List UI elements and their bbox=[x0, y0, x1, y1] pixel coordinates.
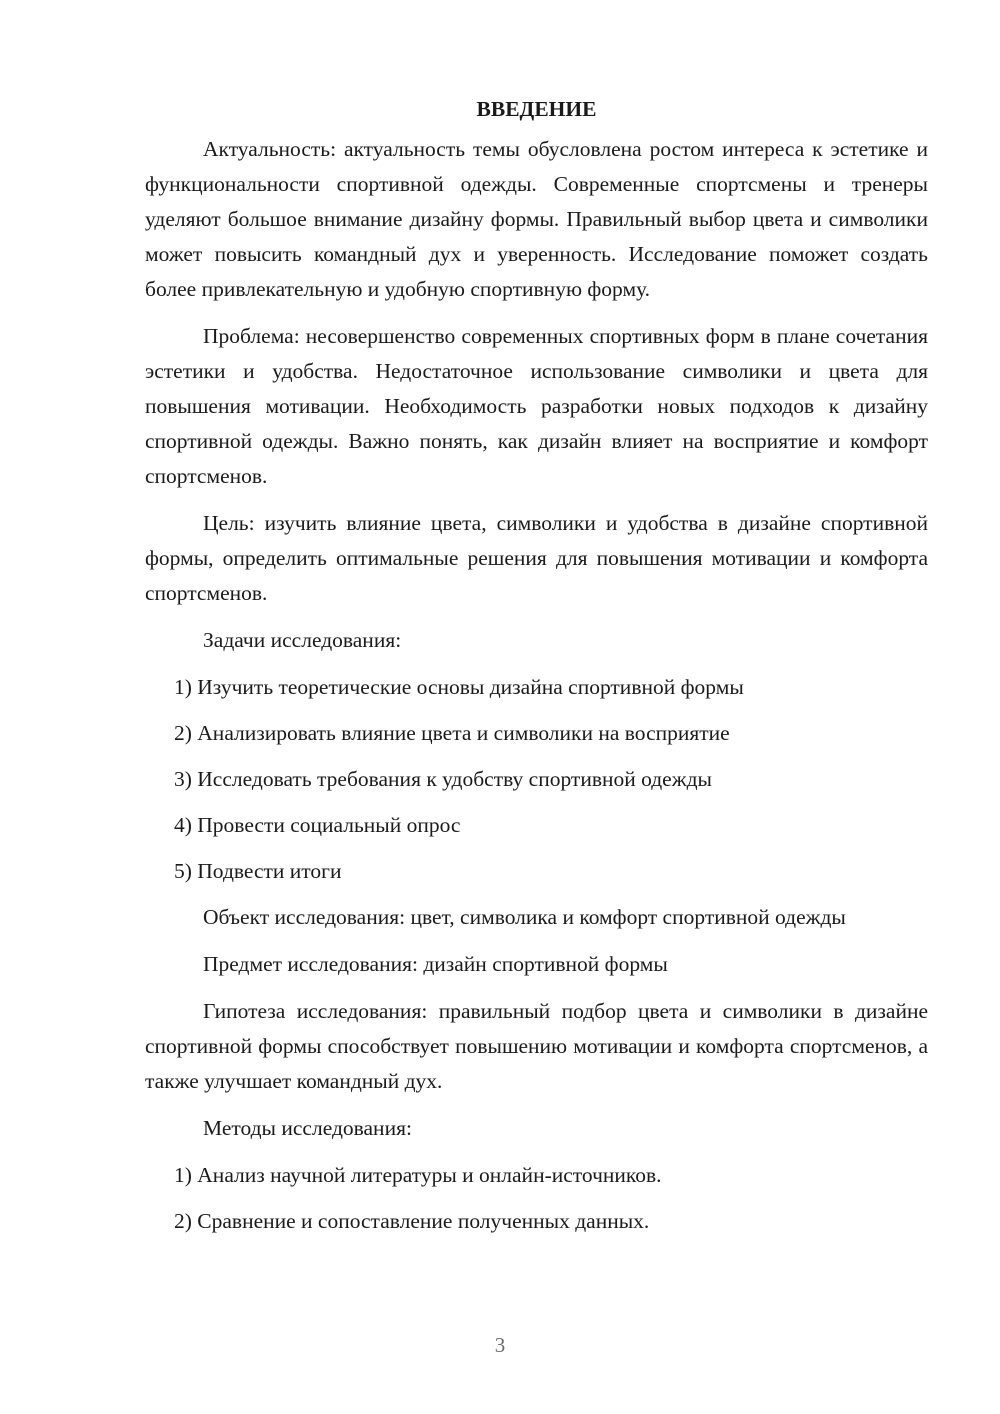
goal-paragraph: Цель: изучить влияние цвета, символики и удобства в дизайне спортивной формы, определить оптимальные решения для повышения мотивации и комфорта спортсменов. bbox=[145, 511, 928, 605]
object-paragraph: Объект исследования: цвет, символика и комфорт спортивной одежды bbox=[203, 905, 846, 929]
relevance-paragraph: Актуальность: актуальность темы обусловлена ростом интереса к эстетике и функциональности спортивной одежды. Современные спортсмены и тренеры уделяют большое внимание дизайну формы. Правильный выбор цвета и символики может повысить командный дух и уверенность. Исследование поможет создать более привлекательную и удобную спортивную форму. bbox=[145, 137, 928, 301]
tasks-title: Задачи исследования: bbox=[203, 628, 402, 652]
subject-paragraph: Предмет исследования: дизайн спортивной формы bbox=[203, 952, 668, 976]
list-item: 2) Сравнение и сопоставление полученных данных. bbox=[174, 1209, 650, 1233]
problem-paragraph: Проблема: несовершенство современных спортивных форм в плане сочетания эстетики и удобства. Недостаточное использование символики и цвета для повышения мотивации. Необходимость разработки новых подходов к дизайну спортивной одежды. Важно понять, как дизайн влияет на восприятие и комфорт спортсменов. bbox=[145, 324, 928, 488]
section-heading: ВВЕДЕНИЕ bbox=[476, 97, 597, 121]
list-item: 1) Изучить теоретические основы дизайна спортивной формы bbox=[174, 675, 744, 699]
list-item: 4) Провести социальный опрос bbox=[174, 813, 461, 837]
list-item: 1) Анализ научной литературы и онлайн-источников. bbox=[174, 1163, 662, 1187]
page-number: 3 bbox=[494, 1333, 506, 1357]
document-page bbox=[145, 92, 928, 1250]
list-item: 5) Подвести итоги bbox=[174, 859, 342, 883]
list-item: 2) Анализировать влияние цвета и символики на восприятие bbox=[174, 721, 730, 745]
list-item: 3) Исследовать требования к удобству спортивной одежды bbox=[174, 767, 712, 791]
methods-title: Методы исследования: bbox=[203, 1116, 412, 1140]
hypothesis-paragraph: Гипотеза исследования: правильный подбор цвета и символики в дизайне спортивной формы способствует повышению мотивации и комфорта спортсменов, а также улучшает командный дух. bbox=[145, 999, 928, 1093]
